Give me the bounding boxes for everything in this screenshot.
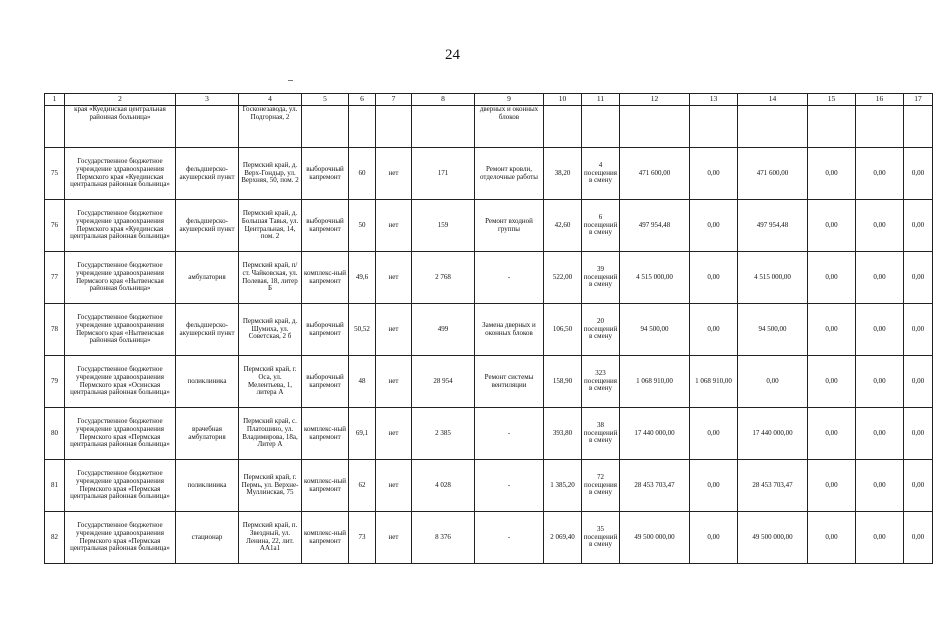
cell-capacity: 20 посещений в смену bbox=[582, 304, 620, 356]
cell-cost-per-unit: 158,90 bbox=[544, 356, 582, 408]
column-header: 8 bbox=[412, 94, 475, 106]
cell-area: 4 028 bbox=[412, 460, 475, 512]
cell-funding-2019: 0,00 bbox=[690, 512, 738, 564]
cell-total-cost: 4 515 000,00 bbox=[620, 252, 690, 304]
cell-funding-2020: 0,00 bbox=[738, 356, 808, 408]
cell-row-number: 80 bbox=[45, 408, 65, 460]
column-header: 10 bbox=[544, 94, 582, 106]
cell-funding-2020: 94 500,00 bbox=[738, 304, 808, 356]
cell-area: 159 bbox=[412, 200, 475, 252]
cell-works-description: Ремонт системы вентиляции bbox=[475, 356, 544, 408]
cell-facility-type: фельдшерско-акушерский пункт bbox=[176, 200, 239, 252]
cell-total-cost: 1 068 910,00 bbox=[620, 356, 690, 408]
cell-repair-type: комплекс-ный капремонт bbox=[302, 460, 349, 512]
cell-works-description: Ремонт кровли, отделочные работы bbox=[475, 148, 544, 200]
cell-repair-type: комплекс-ный капремонт bbox=[302, 408, 349, 460]
cell-funding-2023: 0,00 bbox=[904, 252, 933, 304]
column-number-row bbox=[45, 94, 933, 106]
registry-table bbox=[44, 93, 933, 564]
cell-cost-per-unit: 393,80 bbox=[544, 408, 582, 460]
column-header: 16 bbox=[856, 94, 904, 106]
cell-capacity: 323 посещения в смену bbox=[582, 356, 620, 408]
cell-emergency-flag: нет bbox=[376, 460, 412, 512]
cell-funding-2023: 0,00 bbox=[904, 408, 933, 460]
cell-col-12 bbox=[620, 106, 690, 148]
cell-facility-type: поликлиника bbox=[176, 460, 239, 512]
cell-address: Пермский край, д. Большая Тавья, ул. Центральная, 14, пом. 2 bbox=[239, 200, 302, 252]
cell-wear-percent: 73 bbox=[349, 512, 376, 564]
cell-cost-per-unit: 522,00 bbox=[544, 252, 582, 304]
cell-cost-per-unit: 2 069,40 bbox=[544, 512, 582, 564]
cell-funding-2023: 0,00 bbox=[904, 512, 933, 564]
cell-total-cost: 17 440 000,00 bbox=[620, 408, 690, 460]
cell-row-number: 77 bbox=[45, 252, 65, 304]
column-header: 2 bbox=[65, 94, 176, 106]
cell-facility-type: стационар bbox=[176, 512, 239, 564]
cell-col-17 bbox=[904, 106, 933, 148]
cell-funding-2019: 0,00 bbox=[690, 252, 738, 304]
table-row bbox=[45, 252, 933, 304]
cell-total-cost: 497 954,48 bbox=[620, 200, 690, 252]
column-header: 14 bbox=[738, 94, 808, 106]
cell-funding-2021: 0,00 bbox=[808, 408, 856, 460]
scan-mark bbox=[288, 80, 293, 81]
cell-repair-type: выборочный капремонт bbox=[302, 148, 349, 200]
cell-funding-2022: 0,00 bbox=[856, 408, 904, 460]
cell-institution-name: Государственное бюджетное учреждение здравоохранения Пермского края «Куединская центральная районная больница» bbox=[65, 200, 176, 252]
cell-institution-name: Государственное бюджетное учреждение здравоохранения Пермского края «Пермская центральная районная больница» bbox=[65, 460, 176, 512]
cell-facility-type: амбулатория bbox=[176, 252, 239, 304]
cell-facility-type: поликлиника bbox=[176, 356, 239, 408]
cell-col-15 bbox=[808, 106, 856, 148]
cell-capacity: 6 посещений в смену bbox=[582, 200, 620, 252]
cell-funding-2020: 28 453 703,47 bbox=[738, 460, 808, 512]
cell-funding-2019: 0,00 bbox=[690, 460, 738, 512]
cell-funding-2020: 17 440 000,00 bbox=[738, 408, 808, 460]
cell-repair-type: комплекс-ный капремонт bbox=[302, 512, 349, 564]
cell-institution-name: Государственное бюджетное учреждение здравоохранения Пермского края «Пермская центральная районная больница» bbox=[65, 408, 176, 460]
cell-repair-type: выборочный капремонт bbox=[302, 356, 349, 408]
cell-cost-per-unit: 1 385,20 bbox=[544, 460, 582, 512]
cell-funding-2021: 0,00 bbox=[808, 148, 856, 200]
cell-funding-2023: 0,00 bbox=[904, 148, 933, 200]
column-header: 15 bbox=[808, 94, 856, 106]
table-row bbox=[45, 356, 933, 408]
column-header: 5 bbox=[302, 94, 349, 106]
cell-row-number: 81 bbox=[45, 460, 65, 512]
cell-works-description: - bbox=[475, 252, 544, 304]
cell-institution: края «Куединская центральная районная больница» bbox=[65, 106, 176, 148]
cell-address: Пермский край, д. Верх-Гондыр, ул. Верхняя, 50, пом. 2 bbox=[239, 148, 302, 200]
cell-col-16 bbox=[856, 106, 904, 148]
cell-wear-percent: 69,1 bbox=[349, 408, 376, 460]
cell-funding-2022: 0,00 bbox=[856, 252, 904, 304]
cell-area: 2 385 bbox=[412, 408, 475, 460]
cell-capacity: 39 посещений в смену bbox=[582, 252, 620, 304]
cell-emergency-flag: нет bbox=[376, 408, 412, 460]
cell-funding-2023: 0,00 bbox=[904, 200, 933, 252]
cell-works: дверных и оконных блоков bbox=[475, 106, 544, 148]
cell-funding-2023: 0,00 bbox=[904, 460, 933, 512]
table-body bbox=[45, 106, 933, 564]
cell-wear-percent: 62 bbox=[349, 460, 376, 512]
cell-cost-per-unit: 38,20 bbox=[544, 148, 582, 200]
cell-emergency-flag: нет bbox=[376, 356, 412, 408]
cell-facility-type: фельдшерско-акушерский пункт bbox=[176, 148, 239, 200]
table-row bbox=[45, 460, 933, 512]
column-header: 11 bbox=[582, 94, 620, 106]
cell-col-10 bbox=[544, 106, 582, 148]
cell-row-number: 78 bbox=[45, 304, 65, 356]
cell-col-1 bbox=[45, 106, 65, 148]
cell-institution-name: Государственное бюджетное учреждение здравоохранения Пермского края «Куединская центральная районная больница» bbox=[65, 148, 176, 200]
cell-col-8 bbox=[412, 106, 475, 148]
table-row bbox=[45, 148, 933, 200]
cell-works-description: - bbox=[475, 460, 544, 512]
cell-funding-2019: 0,00 bbox=[690, 408, 738, 460]
cell-address: Пермский край, д. Шумиха, ул. Советская, 2 б bbox=[239, 304, 302, 356]
page-number: 24 bbox=[445, 47, 460, 63]
cell-address: Пермский край, г. Пермь, ул. Верхне-Муллинская, 75 bbox=[239, 460, 302, 512]
column-header: 12 bbox=[620, 94, 690, 106]
table-row bbox=[45, 408, 933, 460]
table-row bbox=[45, 512, 933, 564]
cell-funding-2020: 471 600,00 bbox=[738, 148, 808, 200]
cell-row-number: 76 bbox=[45, 200, 65, 252]
cell-wear-percent: 50 bbox=[349, 200, 376, 252]
cell-row-number: 75 bbox=[45, 148, 65, 200]
cell-address: Пермский край, п. Звездный, ул. Ленина, 22, лит. АА1а1 bbox=[239, 512, 302, 564]
cell-funding-2023: 0,00 bbox=[904, 356, 933, 408]
cell-facility-type: фельдшерско-акушерский пункт bbox=[176, 304, 239, 356]
cell-funding-2022: 0,00 bbox=[856, 304, 904, 356]
cell-works-description: - bbox=[475, 408, 544, 460]
cell-facility-type: врачебная амбулатория bbox=[176, 408, 239, 460]
cell-address: Пермский край, с. Платошино, ул. Владимирова, 18а, Литер А bbox=[239, 408, 302, 460]
cell-col-14 bbox=[738, 106, 808, 148]
cell-area: 171 bbox=[412, 148, 475, 200]
cell-address: Пермский край, п/ст. Чайковская, ул. Полевая, 18, литер Б bbox=[239, 252, 302, 304]
cell-area: 8 376 bbox=[412, 512, 475, 564]
column-header: 17 bbox=[904, 94, 933, 106]
cell-capacity: 4 посещения в смену bbox=[582, 148, 620, 200]
column-header: 6 bbox=[349, 94, 376, 106]
cell-emergency-flag: нет bbox=[376, 512, 412, 564]
column-header: 7 bbox=[376, 94, 412, 106]
cell-col-5 bbox=[302, 106, 349, 148]
cell-row-number: 79 bbox=[45, 356, 65, 408]
cell-col-7 bbox=[376, 106, 412, 148]
cell-emergency-flag: нет bbox=[376, 200, 412, 252]
column-header: 9 bbox=[475, 94, 544, 106]
cell-address: Госконезавода, ул. Подгорная, 2 bbox=[239, 106, 302, 148]
cell-emergency-flag: нет bbox=[376, 304, 412, 356]
cell-repair-type: комплекс-ный капремонт bbox=[302, 252, 349, 304]
cell-funding-2020: 49 500 000,00 bbox=[738, 512, 808, 564]
cell-funding-2022: 0,00 bbox=[856, 148, 904, 200]
cell-area: 28 954 bbox=[412, 356, 475, 408]
cell-cost-per-unit: 106,50 bbox=[544, 304, 582, 356]
cell-funding-2021: 0,00 bbox=[808, 252, 856, 304]
table-row bbox=[45, 304, 933, 356]
column-header: 13 bbox=[690, 94, 738, 106]
cell-area: 2 768 bbox=[412, 252, 475, 304]
cell-institution-name: Государственное бюджетное учреждение здравоохранения Пермского края «Нытвенская районная больница» bbox=[65, 252, 176, 304]
cell-wear-percent: 60 bbox=[349, 148, 376, 200]
cell-capacity: 38 посещений в смену bbox=[582, 408, 620, 460]
cell-capacity: 72 посещения в смену bbox=[582, 460, 620, 512]
cell-funding-2019: 0,00 bbox=[690, 304, 738, 356]
cell-funding-2019: 1 068 910,00 bbox=[690, 356, 738, 408]
table-row bbox=[45, 200, 933, 252]
cell-funding-2021: 0,00 bbox=[808, 356, 856, 408]
cell-wear-percent: 50,52 bbox=[349, 304, 376, 356]
cell-funding-2019: 0,00 bbox=[690, 148, 738, 200]
cell-capacity: 35 посещений в смену bbox=[582, 512, 620, 564]
column-header: 3 bbox=[176, 94, 239, 106]
cell-funding-2023: 0,00 bbox=[904, 304, 933, 356]
cell-area: 499 bbox=[412, 304, 475, 356]
cell-funding-2021: 0,00 bbox=[808, 304, 856, 356]
cell-funding-2019: 0,00 bbox=[690, 200, 738, 252]
cell-works-description: Замена дверных и оконных блоков bbox=[475, 304, 544, 356]
cell-total-cost: 94 500,00 bbox=[620, 304, 690, 356]
cell-row-number: 82 bbox=[45, 512, 65, 564]
cell-works-description: Ремонт входной группы bbox=[475, 200, 544, 252]
cell-institution-name: Государственное бюджетное учреждение здравоохранения Пермского края «Нытвенская районная больница» bbox=[65, 304, 176, 356]
cell-col-13 bbox=[690, 106, 738, 148]
cell-emergency-flag: нет bbox=[376, 252, 412, 304]
cell-funding-2021: 0,00 bbox=[808, 200, 856, 252]
cell-repair-type: выборочный капремонт bbox=[302, 304, 349, 356]
continuation-row bbox=[45, 106, 933, 148]
cell-emergency-flag: нет bbox=[376, 148, 412, 200]
cell-col-11 bbox=[582, 106, 620, 148]
cell-funding-2020: 4 515 000,00 bbox=[738, 252, 808, 304]
cell-cost-per-unit: 42,60 bbox=[544, 200, 582, 252]
cell-funding-2021: 0,00 bbox=[808, 460, 856, 512]
cell-total-cost: 28 453 703,47 bbox=[620, 460, 690, 512]
column-header: 1 bbox=[45, 94, 65, 106]
cell-funding-2021: 0,00 bbox=[808, 512, 856, 564]
cell-funding-2020: 497 954,48 bbox=[738, 200, 808, 252]
cell-col-6 bbox=[349, 106, 376, 148]
cell-funding-2022: 0,00 bbox=[856, 356, 904, 408]
cell-facility-type bbox=[176, 106, 239, 148]
cell-wear-percent: 48 bbox=[349, 356, 376, 408]
cell-works-description: - bbox=[475, 512, 544, 564]
cell-funding-2022: 0,00 bbox=[856, 460, 904, 512]
cell-institution-name: Государственное бюджетное учреждение здравоохранения Пермского края «Осинская центральная районная больница» bbox=[65, 356, 176, 408]
cell-total-cost: 471 600,00 bbox=[620, 148, 690, 200]
cell-wear-percent: 49,6 bbox=[349, 252, 376, 304]
cell-funding-2022: 0,00 bbox=[856, 200, 904, 252]
cell-institution-name: Государственное бюджетное учреждение здравоохранения Пермского края «Пермская центральная районная больница» bbox=[65, 512, 176, 564]
column-header: 4 bbox=[239, 94, 302, 106]
cell-total-cost: 49 500 000,00 bbox=[620, 512, 690, 564]
cell-repair-type: выборочный капремонт bbox=[302, 200, 349, 252]
cell-address: Пермский край, г. Оса, ул. Мелентьева, 1, литера А bbox=[239, 356, 302, 408]
cell-funding-2022: 0,00 bbox=[856, 512, 904, 564]
